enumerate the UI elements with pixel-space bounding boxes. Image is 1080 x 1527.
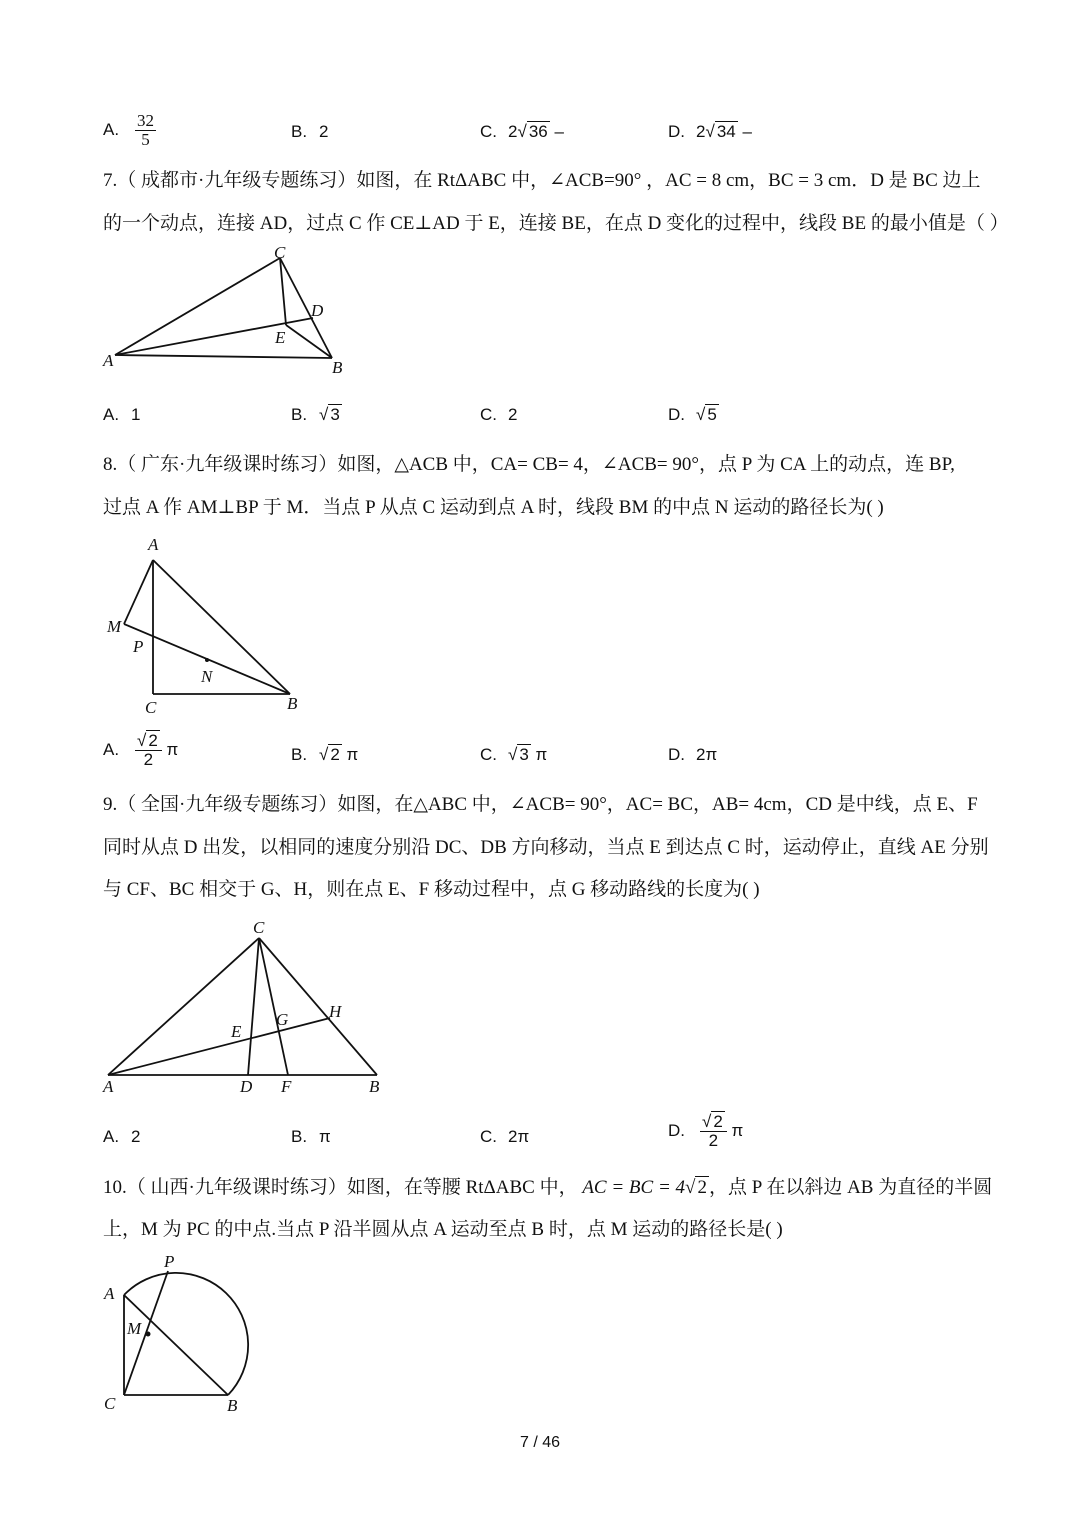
q8-option-a <box>103 732 178 769</box>
option-letter: D. <box>668 1120 685 1140</box>
q6-option-a <box>103 112 156 149</box>
square-root: √ 3 <box>508 745 529 764</box>
option-letter: A. <box>103 739 120 759</box>
fraction <box>700 1113 727 1150</box>
segment-cb <box>280 258 332 358</box>
q9-option-a <box>103 1127 140 1147</box>
square-root: √ 5 <box>696 405 717 424</box>
pi-suffix: π <box>535 745 548 764</box>
radicand: 3 <box>330 405 340 424</box>
radicand: 2 <box>330 745 340 764</box>
label-p: P <box>164 1252 175 1271</box>
q9-option-c <box>480 1127 529 1147</box>
pi-suffix: π <box>346 745 359 764</box>
label-m: M <box>107 617 122 636</box>
label-h: H <box>329 1002 342 1021</box>
square-root: √ 34 <box>705 122 736 141</box>
semicircle-arc <box>124 1273 248 1395</box>
label-e: E <box>275 328 286 347</box>
label-d: D <box>240 1077 253 1096</box>
q7-option-d <box>668 405 719 425</box>
label-b: B <box>332 358 343 377</box>
radicand: 2 <box>713 1112 723 1131</box>
radicand: 3 <box>519 745 529 764</box>
option-letter: B. <box>291 745 308 764</box>
square-root: √ 2 <box>319 745 340 764</box>
coefficient: 2 <box>508 122 518 141</box>
option-letter: A. <box>103 1127 120 1146</box>
q8-figure <box>100 532 320 717</box>
coefficient: 2 <box>696 122 706 141</box>
segment-ab <box>115 355 332 358</box>
label-d: D <box>311 301 324 320</box>
label-b: B <box>227 1396 238 1415</box>
option-letter: B. <box>291 122 308 141</box>
q7-text-line-2: 的一个动点，连接 AD，过点 C 作 CE⊥AD 于 E，连接 BE，在点 D 变化的过程中，线段 BE 的最小值是（ ） <box>103 213 1009 234</box>
fraction <box>135 732 162 769</box>
label-c: C <box>253 918 265 937</box>
numerator: 32 <box>137 111 154 130</box>
radicand: 2 <box>148 731 158 750</box>
label-a: A <box>148 535 159 554</box>
option-letter: C. <box>480 1127 497 1146</box>
label-b: B <box>287 694 298 713</box>
q9-option-d <box>668 1113 743 1150</box>
label-g: G <box>276 1010 289 1029</box>
option-letter: B. <box>291 1127 308 1146</box>
label-e: E <box>231 1022 242 1041</box>
q9-option-b <box>291 1127 331 1147</box>
segment-cd <box>248 938 259 1075</box>
q6-option-b <box>291 122 328 142</box>
label-a: A <box>103 1077 114 1096</box>
segment-cf <box>259 938 288 1075</box>
pi-suffix: π <box>166 739 179 759</box>
option-letter: C. <box>480 122 497 141</box>
denominator: 2 <box>708 1131 719 1150</box>
q7-option-a <box>103 405 140 425</box>
point-n <box>205 658 209 662</box>
radicand: 5 <box>707 405 717 424</box>
q10-figure <box>100 1250 280 1420</box>
radicand: 2 <box>697 1177 707 1198</box>
segment-ah <box>108 1018 330 1075</box>
denominator: 2 <box>143 750 154 769</box>
q10-formula <box>582 1177 709 1198</box>
radicand: 36 <box>528 122 548 141</box>
label-b: B <box>369 1077 380 1096</box>
option-value: 1 <box>131 405 141 424</box>
q9-text-line-1: 9.（ 全国·九年级专题练习）如图，在△ABC 中，∠ACB= 90°，AC= BC，AB= 4cm，CD 是中线，点 E、F <box>103 794 978 815</box>
q7-option-b <box>291 405 342 425</box>
page-number: 7 / 46 <box>519 1434 561 1451</box>
label-c: C <box>104 1394 116 1413</box>
option-letter: A. <box>103 405 120 424</box>
segment-am <box>124 560 153 624</box>
option-letter: D. <box>668 745 685 764</box>
option-letter: D. <box>668 405 685 424</box>
segment-eb <box>286 325 332 358</box>
option-letter: C. <box>480 405 497 424</box>
q9-text-line-2: 同时从点 D 出发，以相同的速度分别沿 DC、DB 方向移动，当点 E 到达点 C 时，运动停止，直线 AE 分别 <box>103 837 989 858</box>
numerator <box>135 732 162 751</box>
pi-suffix: π <box>731 1120 744 1140</box>
option-value: 2 <box>319 122 329 141</box>
trailing-sign: – <box>742 122 752 141</box>
label-c: C <box>274 243 286 262</box>
q8-option-d <box>668 745 717 765</box>
fraction <box>135 112 156 149</box>
label-f: F <box>281 1077 292 1096</box>
q8-option-b <box>291 745 358 765</box>
q9-figure <box>100 915 400 1100</box>
q10-text-part-1: 10.（ 山西·九年级课时练习）如图，在等腰 RtΔABC 中， <box>103 1177 578 1198</box>
label-a: A <box>104 1284 115 1303</box>
option-letter: B. <box>291 405 308 424</box>
option-value: 2 <box>131 1127 141 1146</box>
option-letter: C. <box>480 745 497 764</box>
square-root: √ 36 <box>517 122 548 141</box>
option-value: 2π <box>696 745 718 764</box>
segment-ab <box>153 560 290 694</box>
square-root: √ 2 <box>685 1177 707 1198</box>
formula-text: AC = BC = 4 <box>582 1177 686 1198</box>
label-m: M <box>127 1319 142 1338</box>
q10-text-part-2: ，点 P 在以斜边 AB 为直径的半圆 <box>708 1177 993 1198</box>
square-root: √ 2 <box>702 1112 723 1131</box>
label-n: N <box>201 667 213 686</box>
option-letter: D. <box>668 122 685 141</box>
numerator <box>700 1113 727 1132</box>
label-c: C <box>145 698 157 717</box>
option-value: 2 <box>508 405 518 424</box>
segment-ab <box>124 1295 228 1395</box>
q8-text-line-1: 8.（ 广东·九年级课时练习）如图，△ACB 中，CA= CB= 4，∠ACB= 90°，点 P 为 CA 上的动点，连 BP, <box>103 454 955 475</box>
q10-text-line-1 <box>103 1177 992 1199</box>
q8-text-line-2: 过点 A 作 AM⊥BP 于 M．当点 P 从点 C 运动到点 A 时，线段 BM 的中点 N 运动的路径长为( ) <box>103 497 884 518</box>
segment-ac <box>108 938 259 1075</box>
q9-text-line-3: 与 CF、BC 相交于 G、H，则在点 E、F 移动过程中，点 G 移动路线的长度为( ) <box>103 879 760 900</box>
option-letter: A. <box>103 119 120 139</box>
square-root: √ 3 <box>319 405 340 424</box>
q7-figure <box>100 243 360 378</box>
q6-option-c <box>480 122 564 142</box>
label-p: P <box>133 637 144 656</box>
square-root: √ 2 <box>137 731 158 750</box>
option-value: 2π <box>508 1127 530 1146</box>
radicand: 34 <box>716 122 736 141</box>
q8-option-c <box>480 745 547 765</box>
q7-option-c <box>480 405 517 425</box>
point-m <box>146 1332 151 1337</box>
label-a: A <box>103 351 114 370</box>
option-value: π <box>319 1127 331 1146</box>
trailing-sign: – <box>554 122 564 141</box>
q6-option-d <box>668 122 752 142</box>
q10-text-line-2: 上，M 为 PC 的中点.当点 P 沿半圆从点 A 运动至点 B 时，点 M 运动的路径长是( ) <box>103 1219 783 1240</box>
q7-text-line-1: 7.（ 成都市·九年级专题练习）如图，在 RtΔABC 中，∠ACB=90° ，AC = 8 cm，BC = 3 cm．D 是 BC 边上 <box>103 170 981 191</box>
segment-cb <box>259 938 377 1075</box>
denominator: 5 <box>141 130 150 149</box>
